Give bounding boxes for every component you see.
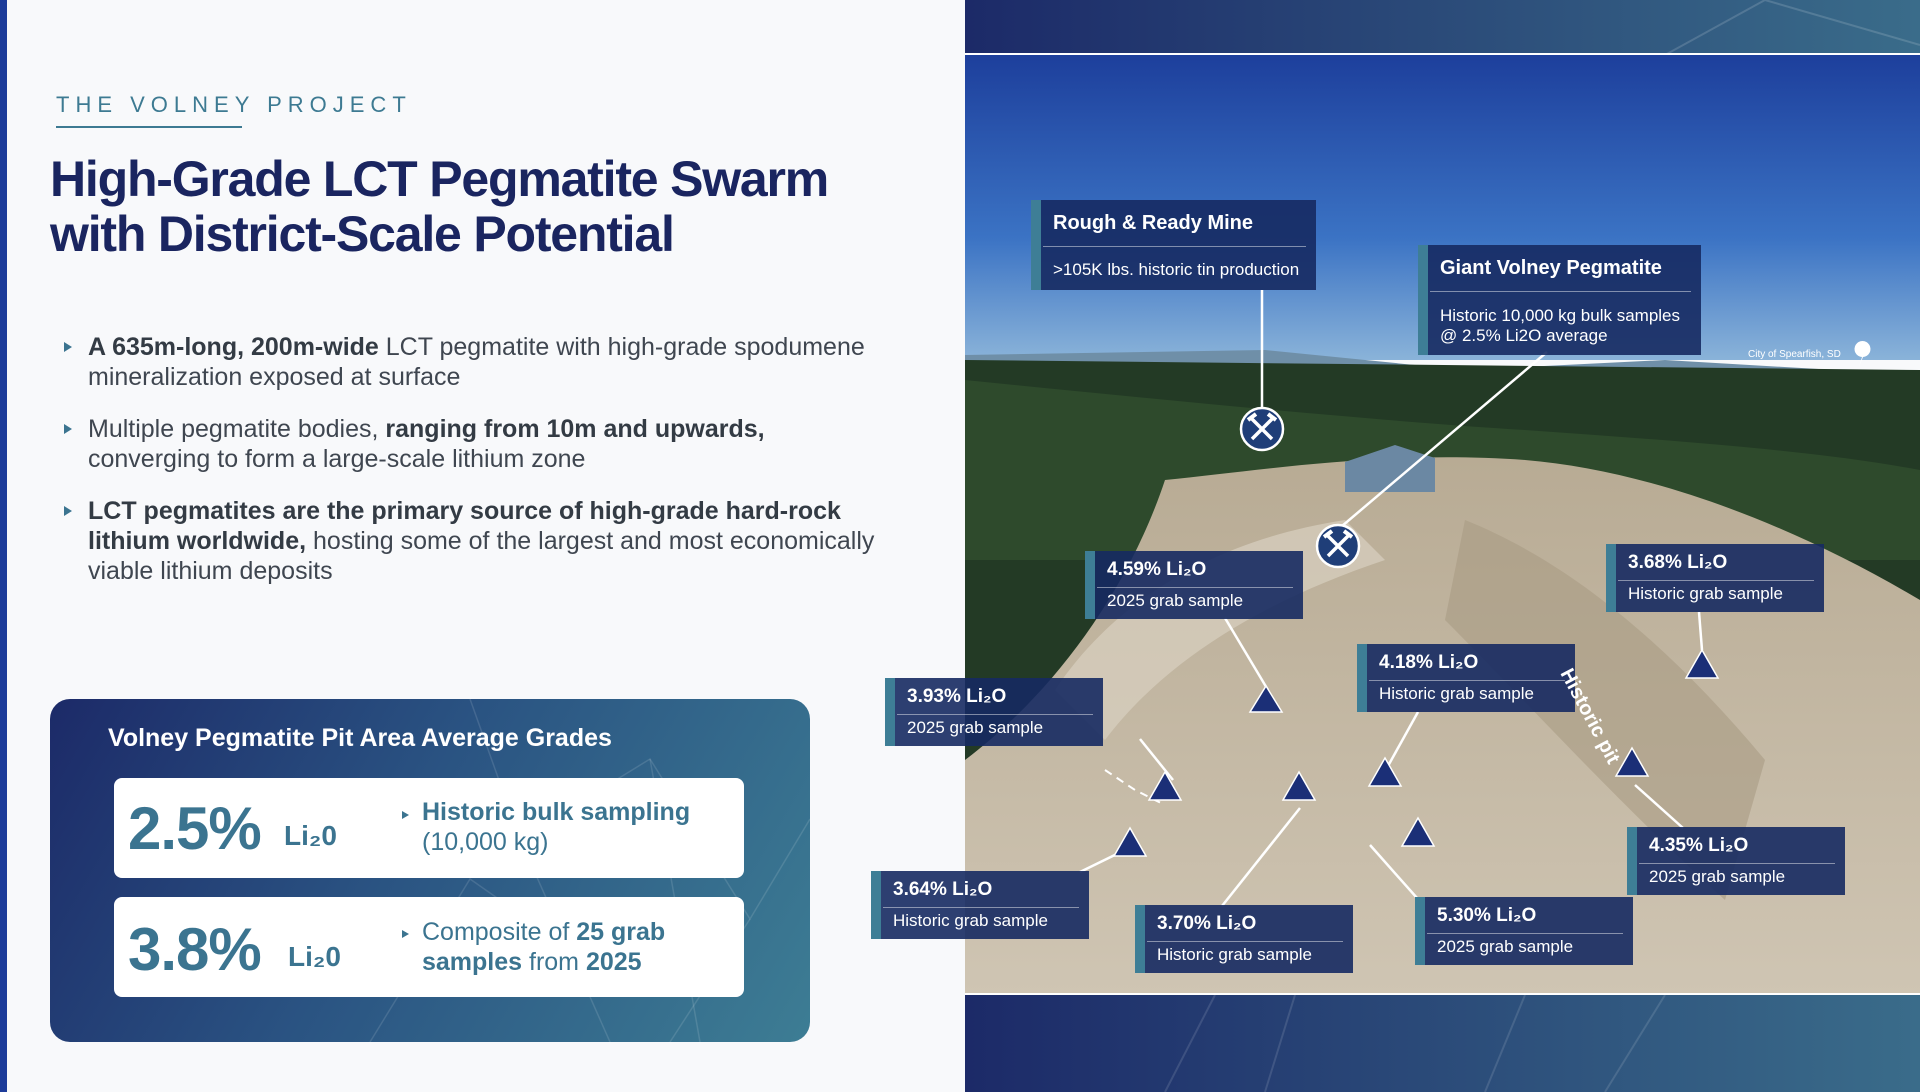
page-title: High-Grade LCT Pegmatite Swarm with District-Scale Potential xyxy=(50,151,829,262)
grade-value: 3.8% xyxy=(128,916,261,983)
grab-sample-label: 4.59% Li₂O 2025 grab sample xyxy=(1085,551,1303,619)
aerial-photo xyxy=(893,0,1920,1092)
grade-value: 2.5% xyxy=(128,795,261,862)
bullet-arrow-icon xyxy=(64,342,72,352)
card-title: Volney Pegmatite Pit Area Average Grades xyxy=(108,724,612,752)
grade-description: Historic bulk sampling (10,000 kg) xyxy=(422,798,691,856)
arrow-icon xyxy=(402,811,409,819)
bullet-item: Multiple pegmatite bodies, ranging from 10m and upwards, converging to form a large-scale lithium zone xyxy=(62,414,882,474)
grab-sample-label: 4.18% Li₂O Historic grab sample xyxy=(1357,644,1575,712)
left-edge-accent xyxy=(0,0,7,1092)
grade-row-composite xyxy=(114,897,744,997)
mine-label-rough-ready: Rough & Ready Mine >105K lbs. historic tin production xyxy=(1031,200,1316,290)
grade-unit: Li₂0 xyxy=(288,941,341,972)
eyebrow-label: THE VOLNEY PROJECT xyxy=(56,92,412,117)
arrow-icon xyxy=(402,930,409,938)
grab-sample-label: 3.93% Li₂O 2025 grab sample xyxy=(885,678,1103,746)
bullet-list xyxy=(62,332,882,608)
grade-row-historic xyxy=(114,778,744,878)
historic-pit-label: Historic pit xyxy=(1555,665,1625,768)
bullet-item: LCT pegmatites are the primary source of high-grade hard-rock lithium worldwide, hosting some of the largest and most economically viable lithium deposits xyxy=(62,496,882,586)
mine-icon xyxy=(1317,525,1359,567)
mine-icon xyxy=(1241,408,1283,450)
grab-sample-label: 3.70% Li₂O Historic grab sample xyxy=(1135,905,1353,973)
grade-description: Composite of 25 grab samples from 2025 xyxy=(422,918,666,976)
grab-sample-label: 5.30% Li₂O 2025 grab sample xyxy=(1415,897,1633,965)
mine-label-giant-volney: Giant Volney Pegmatite Historic 10,000 kg bulk samples @ 2.5% Li2O average xyxy=(1418,245,1701,355)
grade-unit: Li₂0 xyxy=(284,820,337,851)
grab-sample-label: 4.35% Li₂O 2025 grab sample xyxy=(1627,827,1845,895)
bullet-arrow-icon xyxy=(64,506,72,516)
bullet-item: A 635m-long, 200m-wide LCT pegmatite with high-grade spodumene mineralization exposed at surface xyxy=(62,332,882,392)
grab-sample-label: 3.68% Li₂O Historic grab sample xyxy=(1606,544,1824,612)
place-label: City of Spearfish, SD xyxy=(1748,349,1841,360)
average-grades-card xyxy=(50,699,810,1042)
eyebrow-underline xyxy=(56,126,242,128)
grab-sample-label: 3.64% Li₂O Historic grab sample xyxy=(871,871,1089,939)
bullet-arrow-icon xyxy=(64,424,72,434)
location-pin-icon xyxy=(1855,341,1871,367)
